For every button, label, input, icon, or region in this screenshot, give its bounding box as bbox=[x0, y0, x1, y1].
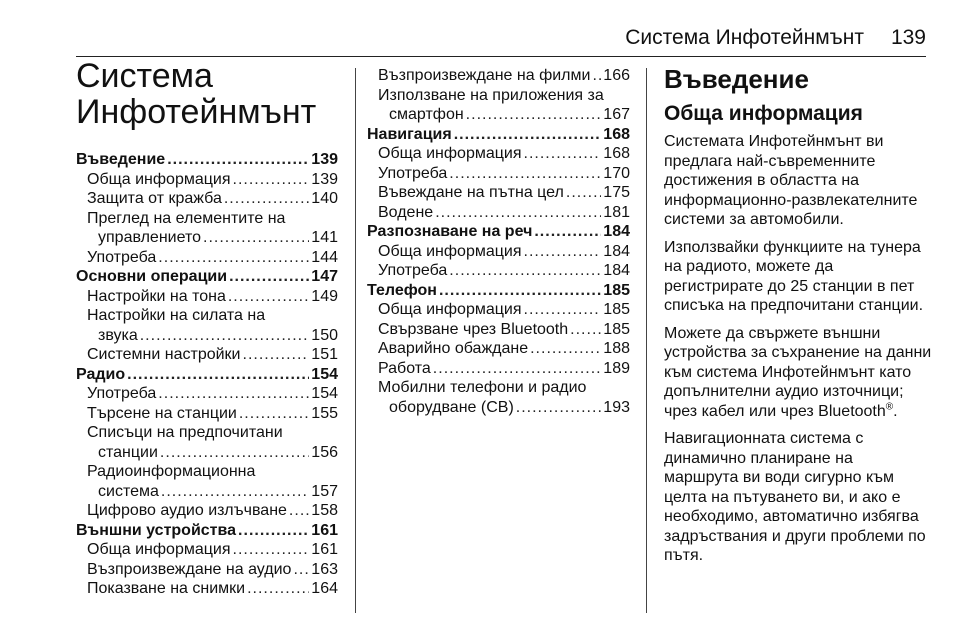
paragraph-3 bbox=[664, 324, 932, 422]
dot-leader bbox=[435, 203, 601, 223]
toc-entry-wrapped[interactable]: Мобилни телефони и радио bbox=[378, 379, 587, 396]
toc-page-number: 154 bbox=[311, 365, 338, 383]
toc-page-number: 147 bbox=[311, 268, 338, 285]
dot-leader bbox=[524, 242, 602, 262]
toc-entry[interactable]: Възпроизвеждане на филми ..... 166 bbox=[367, 66, 630, 86]
toc-page-number: 164 bbox=[311, 580, 338, 597]
dot-leader bbox=[233, 170, 310, 190]
subsection-heading: Обща информация bbox=[664, 102, 863, 125]
toc-page-number: 155 bbox=[311, 404, 338, 422]
toc-section-entry[interactable]: Външни устройства ..... 161 bbox=[76, 521, 338, 541]
dot-leader bbox=[570, 320, 601, 340]
paragraph-line: Използвайки функциите на тунера bbox=[664, 238, 921, 256]
paragraph-line: пътя. bbox=[664, 547, 704, 564]
dot-leader bbox=[289, 501, 309, 521]
toc-entry[interactable]: Настройки на тона ..... 149 bbox=[76, 287, 338, 307]
paragraph-4 bbox=[664, 429, 928, 566]
toc-page-number: 161 bbox=[311, 541, 338, 558]
paragraph-line: Навигационната система с bbox=[664, 430, 864, 447]
dot-leader bbox=[224, 189, 309, 209]
dot-leader bbox=[293, 560, 309, 580]
dot-leader bbox=[466, 105, 602, 125]
dot-leader bbox=[228, 287, 309, 307]
toc-page-number: 168 bbox=[603, 125, 630, 143]
toc-entry[interactable]: Обща информация ..... 185 bbox=[367, 300, 630, 320]
toc-page-number: 157 bbox=[311, 482, 338, 500]
toc-section-entry[interactable]: Навигация ..... 168 bbox=[367, 125, 630, 145]
toc-page-number: 167 bbox=[603, 106, 630, 123]
toc-entry[interactable]: Обща информация ..... 184 bbox=[367, 242, 630, 262]
toc-entry-wrapped[interactable]: Настройки на силата на bbox=[87, 307, 266, 324]
toc-page-number: 170 bbox=[603, 164, 630, 182]
dot-leader bbox=[516, 398, 602, 418]
dot-leader bbox=[449, 261, 601, 281]
paragraph-line: устройства за съхранение на данни bbox=[664, 344, 932, 361]
toc-entry[interactable]: Показване на снимки ..... 164 bbox=[76, 579, 338, 599]
paragraph-line: задръствания и други проблеми по bbox=[664, 527, 926, 545]
dot-leader bbox=[203, 228, 309, 248]
dot-leader bbox=[243, 345, 310, 365]
toc-entry[interactable]: Цифрово аудио излъчване ..... 158 bbox=[76, 501, 338, 521]
toc-entry[interactable]: Обща информация ..... 139 bbox=[76, 170, 338, 190]
toc-page-number: 139 bbox=[311, 151, 338, 168]
toc-page-number: 185 bbox=[603, 320, 630, 338]
dot-leader bbox=[530, 339, 601, 359]
toc-page-number: 140 bbox=[311, 190, 338, 207]
toc-entry[interactable]: Свързване чрез Bluetooth ..... 185 bbox=[367, 320, 630, 340]
toc-page-number: 188 bbox=[603, 340, 630, 357]
toc-entry[interactable]: Обща информация ..... 161 bbox=[76, 540, 338, 560]
toc-page-number: 184 bbox=[603, 262, 630, 279]
toc-page-number: 151 bbox=[311, 346, 338, 363]
paragraph-line: към система Инфотейнмънт като bbox=[664, 363, 912, 381]
toc-section-entry[interactable]: Телефон ..... 185 bbox=[367, 281, 630, 301]
toc-column-2 bbox=[367, 66, 630, 417]
paragraph-1 bbox=[664, 132, 928, 230]
toc-entry[interactable]: звука ..... 150 bbox=[76, 326, 338, 346]
toc-page-number: 181 bbox=[603, 203, 630, 221]
dot-leader bbox=[439, 281, 601, 301]
toc-page-number: 163 bbox=[311, 560, 338, 578]
page-number: 139 bbox=[890, 26, 926, 49]
toc-entry[interactable]: Търсене на станции ..... 155 bbox=[76, 404, 338, 424]
toc-entry[interactable]: Аварийно обаждане ..... 188 bbox=[367, 339, 630, 359]
toc-entry[interactable]: Употреба ..... 154 bbox=[76, 384, 338, 404]
toc-page-number: 161 bbox=[311, 521, 338, 539]
paragraph-line: на радиото, можете да bbox=[664, 258, 834, 275]
toc-column-1 bbox=[76, 58, 338, 599]
toc-entry[interactable]: Защита от кражба ..... 140 bbox=[76, 189, 338, 209]
dot-leader bbox=[229, 267, 309, 287]
toc-page-number: 189 bbox=[603, 359, 630, 377]
chapter-title-line2: Инфотейнмънт bbox=[76, 93, 317, 131]
toc-entry[interactable]: Употреба ..... 170 bbox=[367, 164, 630, 184]
toc-page-number: 166 bbox=[603, 67, 630, 84]
column-divider-1 bbox=[355, 68, 356, 613]
toc-entry-wrapped[interactable]: Използване на приложения за bbox=[378, 86, 604, 104]
paragraph-line: системи за автомобили. bbox=[664, 211, 844, 228]
paragraph-line: достижения в областта на bbox=[664, 172, 860, 189]
dot-leader bbox=[161, 482, 309, 502]
paragraph-line: Можете да свържете външни bbox=[664, 324, 881, 342]
toc-section-entry[interactable]: Радио ..... 154 bbox=[76, 365, 338, 385]
toc-entry[interactable]: Употреба ..... 184 bbox=[367, 261, 630, 281]
toc-page-number: 168 bbox=[603, 145, 630, 162]
toc-page-number: 175 bbox=[603, 184, 630, 201]
toc-entry[interactable]: оборудване (CB) ..... 193 bbox=[367, 398, 630, 418]
toc-page-number: 158 bbox=[311, 502, 338, 519]
toc-page-number: 144 bbox=[311, 248, 338, 266]
section-heading: Въведение bbox=[664, 64, 809, 94]
toc-page-number: 150 bbox=[311, 326, 338, 344]
paragraph-line: информационно-развлекателните bbox=[664, 191, 918, 209]
paragraph-line: маршрута ви води сигурно към bbox=[664, 469, 894, 486]
toc-entry[interactable]: Въвеждане на пътна цел ..... 175 bbox=[367, 183, 630, 203]
dot-leader bbox=[566, 183, 601, 203]
toc-page-number: 185 bbox=[603, 301, 630, 318]
dot-leader bbox=[238, 521, 309, 541]
dot-leader bbox=[247, 579, 309, 599]
dot-leader bbox=[433, 359, 602, 379]
paragraph-line: Системата Инфотейнмънт ви bbox=[664, 133, 884, 150]
dot-leader bbox=[160, 443, 309, 463]
toc-entry[interactable]: Водене ..... 181 bbox=[367, 203, 630, 223]
dot-leader bbox=[534, 222, 601, 242]
running-title: Система Инфотейнмънт bbox=[625, 26, 864, 49]
paragraph-line: регистрирате до 25 станции в пет bbox=[664, 277, 915, 295]
dot-leader bbox=[239, 404, 309, 424]
toc-page-number: 139 bbox=[311, 170, 338, 188]
toc-page-number: 185 bbox=[603, 281, 630, 299]
paragraph-3-last-line: чрез кабел или чрез Bluetooth®. bbox=[664, 401, 898, 420]
toc-page-number: 184 bbox=[603, 223, 630, 240]
toc-entry[interactable]: Работа ..... 189 bbox=[367, 359, 630, 379]
dot-leader bbox=[127, 365, 309, 385]
dot-leader bbox=[233, 540, 310, 560]
toc-page-number: 141 bbox=[311, 229, 338, 246]
toc-page-number: 184 bbox=[603, 242, 630, 260]
intro-column bbox=[664, 64, 932, 574]
paragraph-line: списъка на предпочитани станции. bbox=[664, 297, 924, 314]
toc-entry[interactable]: система ..... 157 bbox=[76, 482, 338, 502]
toc-entry-wrapped[interactable]: Преглед на елементите на bbox=[87, 209, 286, 227]
paragraph-line: предлага най-съвременните bbox=[664, 152, 876, 170]
toc-page-number: 193 bbox=[603, 398, 630, 416]
toc-page-number: 149 bbox=[311, 287, 338, 305]
dot-leader bbox=[454, 125, 602, 145]
dot-leader bbox=[449, 164, 601, 184]
toc-page-number: 156 bbox=[311, 443, 338, 461]
chapter-title bbox=[76, 58, 338, 130]
page-header bbox=[76, 26, 926, 54]
dot-leader bbox=[158, 384, 309, 404]
toc-entry[interactable]: Употреба ..... 144 bbox=[76, 248, 338, 268]
paragraph-line: допълнителни аудио източници; bbox=[664, 383, 904, 400]
toc-list-2 bbox=[367, 66, 630, 417]
toc-entry-wrapped[interactable]: Списъци на предпочитани bbox=[87, 424, 283, 441]
toc-list-1 bbox=[76, 150, 338, 599]
dot-leader bbox=[524, 300, 602, 320]
toc-section-entry[interactable]: Въведение ..... 139 bbox=[76, 150, 338, 170]
dot-leader bbox=[140, 326, 310, 346]
paragraph-line: необходимо, автоматично избягва bbox=[664, 508, 919, 525]
column-divider-2 bbox=[646, 68, 647, 613]
toc-entry[interactable]: Системни настройки ..... 151 bbox=[76, 345, 338, 365]
dot-leader bbox=[167, 150, 309, 170]
toc-entry[interactable]: Обща информация ..... 168 bbox=[367, 144, 630, 164]
toc-section-entry[interactable]: Основни операции ..... 147 bbox=[76, 267, 338, 287]
toc-entry[interactable]: станции ..... 156 bbox=[76, 443, 338, 463]
dot-leader bbox=[592, 66, 601, 86]
toc-entry[interactable]: смартфон ..... 167 bbox=[367, 105, 630, 125]
chapter-title-line1: Система bbox=[76, 57, 213, 95]
toc-section-entry[interactable]: Разпознаване на реч ..... 184 bbox=[367, 222, 630, 242]
dot-leader bbox=[158, 248, 309, 268]
toc-entry-wrapped[interactable]: Радиоинформационна bbox=[87, 463, 256, 480]
toc-entry[interactable]: управлението ..... 141 bbox=[76, 228, 338, 248]
dot-leader bbox=[524, 144, 602, 164]
paragraph-2 bbox=[664, 238, 928, 316]
toc-page-number: 154 bbox=[311, 385, 338, 402]
paragraph-line: целта на пътуването ви, и ако е bbox=[664, 488, 901, 506]
toc-entry[interactable]: Възпроизвеждане на аудио ..... 163 bbox=[76, 560, 338, 580]
paragraph-line: динамично планиране на bbox=[664, 449, 853, 467]
